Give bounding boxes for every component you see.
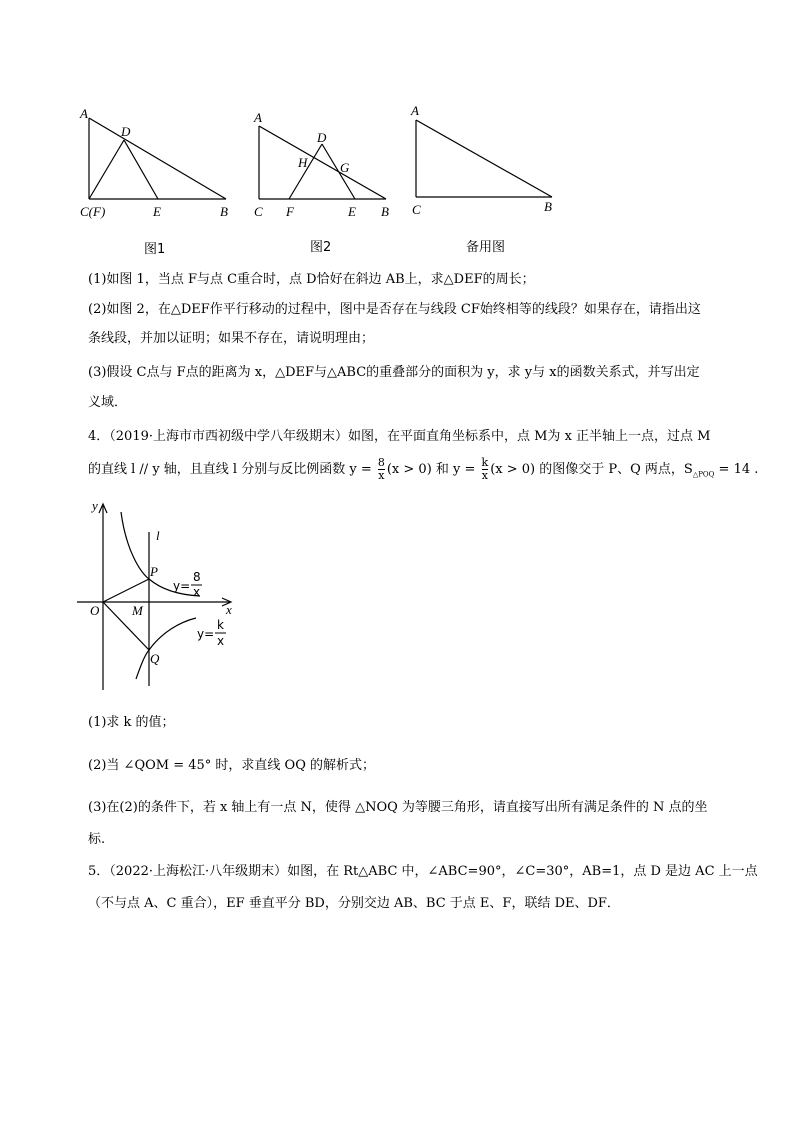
- problem5-line1: 5．（2022·上海松江·八年级期末）如图，在 Rt△ABC 中，∠ABC=90°，∠C=30°，AB=1，点 D 是边 AC 上一点: [88, 864, 758, 879]
- figure-spare: [405, 100, 565, 225]
- problem4-line1: 4．（2019·上海市市西初级中学八年级期末）如图，在平面直角坐标系中，点 M为 x 正半轴上一点，过点 M: [88, 429, 711, 444]
- problem4-line2: [88, 457, 758, 485]
- label-D: D: [121, 124, 131, 139]
- fraction-k-over-x: [482, 457, 489, 482]
- label-Q: Q: [150, 651, 160, 666]
- problem4-q1: (1)求 k 的值；: [88, 715, 175, 730]
- label-O: O: [90, 603, 100, 618]
- problem4-line2-d: = 14 .: [714, 462, 759, 477]
- problem4-q2: (2)当 ∠QOM = 45° 时，求直线 OQ 的解析式；: [88, 758, 375, 773]
- equation-1-denominator: x: [193, 585, 201, 599]
- label-G: G: [340, 160, 350, 175]
- figure-2-caption: 图2: [310, 240, 332, 255]
- figure-1: [70, 100, 240, 225]
- label-P: P: [150, 564, 158, 579]
- figure-spare-caption: 备用图: [466, 240, 506, 255]
- label-C: C: [412, 202, 421, 217]
- label-C: C: [254, 204, 263, 219]
- equation-1-numerator: 8: [193, 570, 201, 584]
- fraction-numerator: k: [481, 456, 489, 469]
- label-E: E: [153, 204, 161, 219]
- problem4-line2-b: (x > 0) 和 y =: [386, 462, 480, 477]
- subscript-POQ: △POQ: [692, 470, 715, 479]
- equation-2-numerator: k: [217, 618, 224, 632]
- label-B: B: [220, 204, 228, 219]
- problem3-q3-line1: (3)假设 C点与 F点的距离为 x，△DEF与△ABC的重叠部分的面积为 y，求 y与 x的函数关系式，并写出定: [88, 365, 700, 380]
- label-M: M: [132, 603, 143, 618]
- problem4-q3-line2: 标.: [88, 832, 106, 847]
- label-l: l: [156, 528, 160, 543]
- problem4-line2-a: 的直线 l // y 轴，且直线 l 分别与反比例函数 y =: [88, 462, 376, 477]
- problem3-q1: (1)如图 1，当点 F与点 C重合时，点 D恰好在斜边 AB上，求△DEF的周长；: [88, 272, 535, 287]
- label-y: y: [92, 498, 98, 513]
- segment-OP: [103, 579, 149, 602]
- fraction-numerator: 8: [377, 456, 385, 469]
- fraction-8-over-x: [378, 457, 385, 482]
- problem3-q3-line2: 义域．: [88, 395, 128, 410]
- fraction-denominator: x: [481, 469, 488, 482]
- label-F: F: [286, 204, 294, 219]
- equation-2-denominator: x: [217, 634, 225, 648]
- problem3-q2-line2: 条线段，并加以证明；如果不存在，请说明理由；: [88, 331, 375, 346]
- problem5-line2: （不与点 A、C 重合），EF 垂直平分 BD，分别交边 AB、BC 于点 E、F，联结 DE、DF．: [88, 896, 620, 911]
- label-A: A: [254, 110, 262, 125]
- label-A: A: [80, 106, 88, 121]
- label-B: B: [544, 199, 552, 214]
- problem4-q3-line1: (3)在(2)的条件下，若 x 轴上有一点 N，使得 △NOQ 为等腰三角形，请直接写出所有满足条件的 N 点的坐: [88, 800, 708, 815]
- equation-1-lhs: y=: [173, 579, 191, 593]
- segment-AB: [89, 118, 226, 199]
- label-B: B: [381, 204, 389, 219]
- coordinate-graph: [70, 492, 250, 692]
- fraction-denominator: x: [378, 469, 385, 482]
- label-H: H: [298, 155, 308, 170]
- curve-k-over-x: [136, 618, 196, 679]
- problem4-line2-c: (x > 0) 的图像交于 P、Q 两点，S: [490, 462, 693, 477]
- segment-AB: [416, 120, 552, 197]
- label-E: E: [348, 204, 356, 219]
- figure-1-caption: 图1: [144, 242, 166, 257]
- figure-2: [248, 100, 398, 225]
- label-CF: C(F): [80, 204, 106, 219]
- label-x: x: [226, 602, 232, 617]
- equation-2-lhs: y=: [197, 627, 215, 641]
- problem3-q2-line1: (2)如图 2，在△DEF作平行移动的过程中，图中是否存在与线段 CF始终相等的线段？如果存在，请指出这: [88, 302, 701, 317]
- label-A: A: [411, 103, 419, 118]
- segment-DE: [322, 144, 355, 199]
- segment-FD: [89, 140, 124, 199]
- label-D: D: [317, 130, 327, 145]
